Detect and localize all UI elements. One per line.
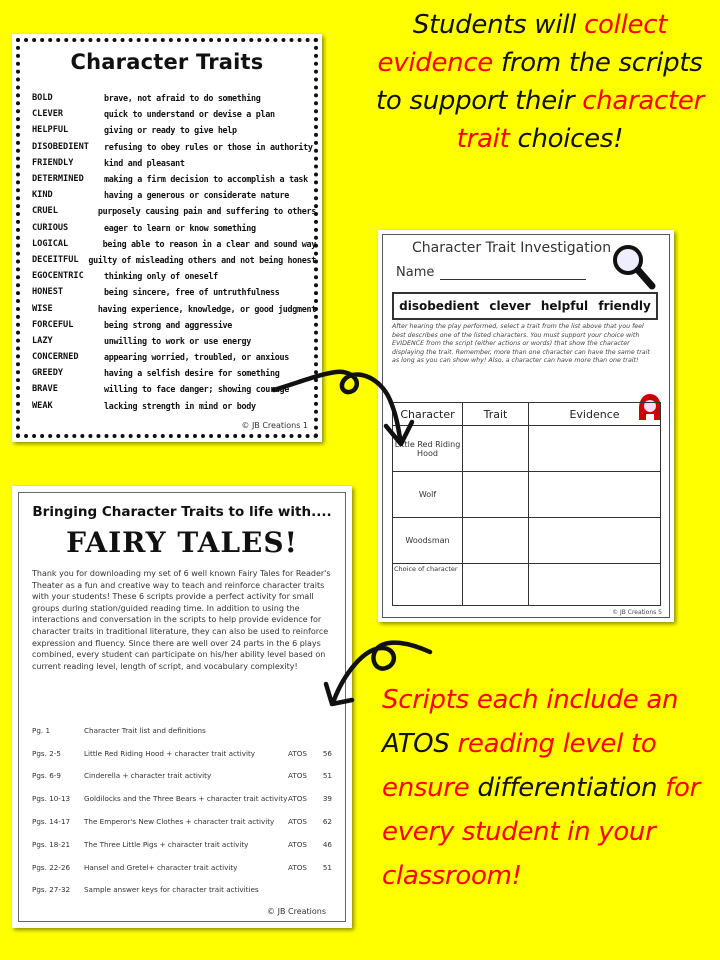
trait-definition: guilty of misleading others and not being honest bbox=[88, 254, 316, 265]
toc-description: Hansel and Gretel+ character trait activity bbox=[84, 862, 238, 872]
trait-option: helpful bbox=[540, 299, 589, 313]
callout-highlight: ATOS bbox=[382, 729, 450, 759]
investigation-credit: © JB Creations 5 bbox=[612, 609, 662, 616]
character-cell: Choice of character bbox=[393, 564, 463, 606]
evidence-cell[interactable] bbox=[529, 518, 661, 564]
fairy-intro: Thank you for downloading my set of 6 well known Fairy Tales for Reader's Theater as a fun and creative way to teach and reinforce character traits with your students! These 6 scripts provide a perfect activity for small groups during station/guided reading time. In addition to using the interactions and conversation in the scripts to help provide evidence for character traits in traditional literature, they can also be used to reinforce expression and fluency. Since there are well over 24 parts in the 6 plays combined, every student can participate on his/her ability level based on current reading level, length of script, and vocabulary complexity! bbox=[32, 569, 331, 671]
toc-atos-label: ATOS bbox=[288, 862, 307, 872]
toc-pages: Pgs. 2-5 bbox=[32, 748, 61, 758]
character-cell: Woodsman bbox=[393, 518, 463, 564]
trait-definition: willing to face danger; showing courage bbox=[104, 384, 289, 395]
trait-word: DECEITFUL bbox=[32, 254, 79, 265]
toc-row bbox=[32, 742, 336, 765]
column-header: Character bbox=[393, 403, 463, 426]
trait-word: CONCERNED bbox=[32, 352, 79, 363]
trait-row bbox=[32, 300, 316, 316]
curly-arrow-icon bbox=[270, 360, 420, 460]
toc-atos-label: ATOS bbox=[288, 748, 307, 758]
trait-definition: being strong and aggressive bbox=[104, 319, 233, 330]
table-of-contents bbox=[32, 719, 336, 901]
callout-text: from the scripts to support their bbox=[375, 48, 703, 116]
toc-pages: Pgs. 22-26 bbox=[32, 862, 71, 872]
fairy-credit: © JB Creations bbox=[267, 907, 326, 916]
callout-collect-evidence bbox=[372, 6, 708, 158]
traits-title: Character Traits bbox=[70, 50, 264, 74]
table-row bbox=[393, 426, 661, 472]
toc-row bbox=[32, 879, 336, 902]
trait-row bbox=[32, 171, 316, 187]
trait-definition: having a generous or considerate nature bbox=[104, 190, 289, 201]
trait-option: clever bbox=[489, 299, 531, 313]
toc-description: Little Red Riding Hood + character trait activity bbox=[84, 748, 256, 758]
trait-word: FORCEFUL bbox=[32, 319, 74, 330]
table-row bbox=[393, 472, 661, 518]
trait-word: BOLD bbox=[32, 93, 53, 104]
investigation-instructions: After hearing the play performed, select a trait from the list above that you feel best describes one of the listed characters. You must support your choice with EVIDENCE from the script (either actions or words) that show the character displaying the trait. Remember, more than one character can have the same trait as long as you can show why! Also, a character can have more than one trait! bbox=[392, 323, 650, 365]
trait-row bbox=[32, 317, 316, 333]
trait-word: GREEDY bbox=[32, 368, 64, 379]
toc-pages: Pgs. 14-17 bbox=[32, 817, 71, 827]
toc-atos-level: 56 bbox=[322, 748, 332, 758]
trait-row bbox=[32, 90, 316, 106]
toc-atos-level: 39 bbox=[322, 794, 332, 804]
toc-description: Character Trait list and definitions bbox=[84, 725, 206, 735]
toc-description: The Emperor's New Clothes + character trait activity bbox=[84, 817, 275, 827]
toc-row bbox=[32, 833, 336, 856]
trait-definition: thinking only of oneself bbox=[104, 271, 218, 282]
trait-cell[interactable] bbox=[463, 564, 529, 606]
trait-row bbox=[32, 333, 316, 349]
callout-highlight: character trait bbox=[456, 86, 704, 154]
table-row bbox=[393, 564, 661, 606]
trait-row bbox=[32, 268, 316, 284]
toc-atos-label: ATOS bbox=[288, 771, 307, 781]
trait-row bbox=[32, 155, 316, 171]
traits-credit: © JB Creations 1 bbox=[241, 421, 308, 430]
trait-definition: being sincere, free of untruthfulness bbox=[104, 287, 280, 298]
trait-word: WEAK bbox=[32, 400, 53, 411]
table-row bbox=[393, 518, 661, 564]
trait-cell[interactable] bbox=[463, 472, 529, 518]
callout-highlight: differentiation bbox=[477, 773, 658, 803]
trait-word: HELPFUL bbox=[32, 125, 69, 136]
trait-definition: being able to reason in a clear and sound way bbox=[102, 238, 316, 249]
trait-definition: giving or ready to give help bbox=[104, 125, 237, 136]
character-trait-investigation-page bbox=[378, 230, 674, 622]
fairy-title: Bringing Character Traits to life with.... bbox=[32, 504, 332, 520]
name-line bbox=[440, 279, 586, 280]
trait-option: friendly bbox=[598, 299, 651, 313]
toc-description: Goldilocks and the Three Bears + character trait activity bbox=[84, 794, 288, 804]
trait-option: disobedient bbox=[399, 299, 480, 313]
trait-word: HONEST bbox=[32, 287, 64, 298]
character-cell: Little Red Riding Hood bbox=[393, 426, 463, 472]
toc-atos-level: 51 bbox=[322, 862, 332, 872]
trait-word: EGOCENTRIC bbox=[32, 271, 84, 282]
trait-row bbox=[32, 187, 316, 203]
evidence-cell[interactable] bbox=[529, 564, 661, 606]
toc-description: Cinderella + character trait activity bbox=[84, 771, 212, 781]
toc-row bbox=[32, 719, 336, 742]
toc-row bbox=[32, 765, 336, 788]
toc-row bbox=[32, 856, 336, 879]
trait-word: WISE bbox=[32, 303, 53, 314]
evidence-cell[interactable] bbox=[529, 426, 661, 472]
trait-row bbox=[32, 220, 316, 236]
toc-pages: Pg. 1 bbox=[32, 725, 51, 735]
trait-word: LOGICAL bbox=[32, 238, 69, 249]
trait-word: CRUEL bbox=[32, 206, 58, 217]
column-header: Evidence bbox=[529, 403, 661, 426]
toc-description: Sample answer keys for character trait activities bbox=[84, 885, 259, 895]
trait-definition: lacking strength in mind or body bbox=[104, 400, 256, 411]
trait-cell[interactable] bbox=[463, 518, 529, 564]
callout-text: for every student in your classroom! bbox=[382, 773, 701, 891]
trait-word: LAZY bbox=[32, 335, 53, 346]
trait-word: CLEVER bbox=[32, 109, 64, 120]
trait-definition: having a selfish desire for something bbox=[104, 368, 280, 379]
toc-atos-level: 51 bbox=[322, 771, 332, 781]
callout-text: choices! bbox=[509, 124, 624, 154]
toc-atos-label: ATOS bbox=[288, 794, 307, 804]
trait-row bbox=[32, 139, 316, 155]
trait-options-box bbox=[392, 292, 658, 320]
trait-row bbox=[32, 106, 316, 122]
toc-atos-label: ATOS bbox=[288, 839, 307, 849]
trait-row bbox=[32, 122, 316, 138]
toc-row bbox=[32, 787, 336, 810]
trait-word: DETERMINED bbox=[32, 174, 84, 185]
trait-row bbox=[32, 236, 316, 252]
trait-definition: purposely causing pain and suffering to others bbox=[97, 206, 316, 217]
trait-word: DISOBEDIENT bbox=[32, 141, 89, 152]
trait-definition: making a firm decision to accomplish a task bbox=[104, 174, 308, 185]
fairy-tales-page bbox=[12, 486, 352, 928]
callout-text: Students will bbox=[412, 10, 585, 40]
trait-definition: appearing worried, troubled, or anxious bbox=[104, 352, 289, 363]
trait-word: KIND bbox=[32, 190, 53, 201]
toc-description: The Three Little Pigs + character trait activity bbox=[84, 839, 249, 849]
magnifying-glass-icon bbox=[610, 242, 658, 292]
callout-text: Scripts each include an bbox=[382, 685, 679, 715]
trait-definition: eager to learn or know something bbox=[104, 222, 256, 233]
trait-definition: kind and pleasant bbox=[104, 157, 185, 168]
toc-atos-level: 62 bbox=[322, 817, 332, 827]
trait-definition: having experience, knowledge, or good judgment bbox=[97, 303, 316, 314]
fairy-headline: FAIRY TALES! bbox=[66, 526, 298, 559]
toc-atos-level: 46 bbox=[322, 839, 332, 849]
trait-row bbox=[32, 284, 316, 300]
character-cell: Wolf bbox=[393, 472, 463, 518]
toc-atos-label: ATOS bbox=[288, 817, 307, 827]
toc-pages: Pgs. 6-9 bbox=[32, 771, 61, 781]
investigation-title: Character Trait Investigation bbox=[412, 240, 612, 256]
evidence-cell[interactable] bbox=[529, 472, 661, 518]
curly-arrow-icon bbox=[318, 630, 438, 720]
trait-definition: unwilling to work or use energy bbox=[104, 335, 252, 346]
callout-text: reading level to ensure bbox=[382, 729, 657, 803]
name-label: Name bbox=[396, 265, 435, 280]
trait-word: FRIENDLY bbox=[32, 157, 74, 168]
column-header: Trait bbox=[463, 403, 529, 426]
toc-row bbox=[32, 810, 336, 833]
trait-definition: quick to understand or devise a plan bbox=[104, 109, 275, 120]
toc-pages: Pgs. 18-21 bbox=[32, 839, 71, 849]
evidence-table bbox=[392, 402, 661, 606]
trait-word: BRAVE bbox=[32, 384, 58, 395]
toc-pages: Pgs. 10-13 bbox=[32, 794, 71, 804]
trait-row bbox=[32, 252, 316, 268]
callout-highlight: collect evidence bbox=[377, 10, 668, 78]
toc-pages: Pgs. 27-32 bbox=[32, 885, 71, 895]
trait-definition: brave, not afraid to do something bbox=[104, 93, 261, 104]
trait-word: CURIOUS bbox=[32, 222, 69, 233]
trait-row bbox=[32, 203, 316, 219]
trait-cell[interactable] bbox=[463, 426, 529, 472]
trait-definition: refusing to obey rules or those in authority bbox=[104, 141, 313, 152]
